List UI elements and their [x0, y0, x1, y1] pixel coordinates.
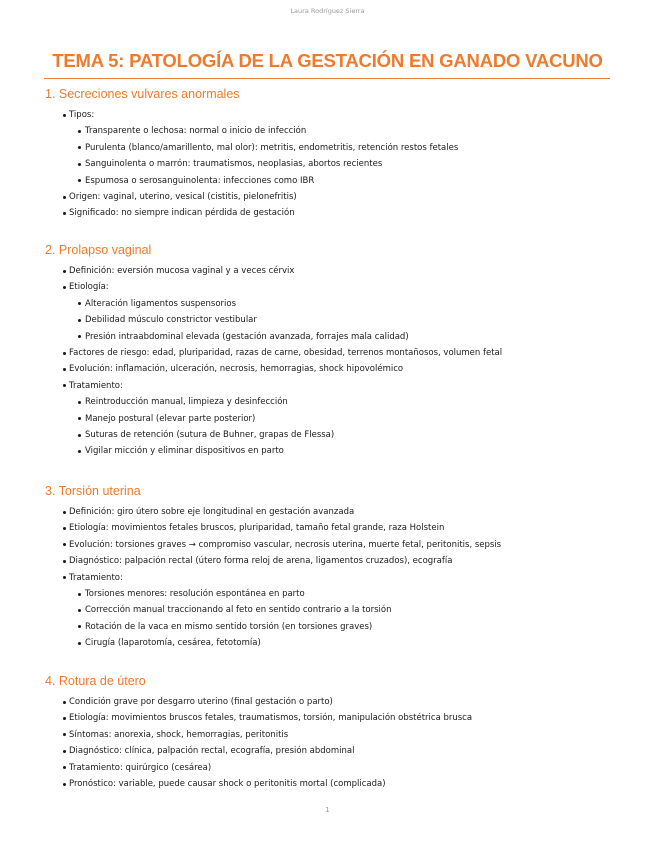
list-item: Condición grave por desgarro uterino (final gestación o parto) [45, 694, 615, 710]
section-secreciones [45, 87, 615, 222]
list-item: Suturas de retención (sutura de Buhner, grapas de Flessa) [45, 427, 615, 443]
list-item: Corrección manual traccionando al feto en sentido contrario a la torsión [45, 602, 615, 618]
list-item: Evolución: inflamación, ulceración, necrosis, hemorragias, shock hipovolémico [45, 361, 615, 377]
list-item: Definición: eversión mucosa vaginal y a veces cérvix [45, 263, 615, 279]
list-item: Tratamiento: quirúrgico (cesárea) [45, 760, 615, 776]
section-torsion [45, 484, 615, 652]
list-item: Rotación de la vaca en mismo sentido torsión (en torsiones graves) [45, 619, 615, 635]
list-item: Etiología: movimientos fetales bruscos, pluriparidad, tamaño fetal grande, raza Holstein [45, 520, 615, 536]
list-item: Diagnóstico: clínica, palpación rectal, ecografía, presión abdominal [45, 743, 615, 759]
list-item: Espumosa o serosanguinolenta: infecciones como IBR [45, 173, 615, 189]
list-item: Evolución: torsiones graves → compromiso vascular, necrosis uterina, muerte fetal, peritonitis, sepsis [45, 537, 615, 553]
list-item: Transparente o lechosa: normal o inicio de infección [45, 123, 615, 139]
section-rotura [45, 674, 615, 792]
title-divider [44, 78, 610, 79]
section-heading: 4. Rotura de útero [45, 674, 146, 688]
list-item: Purulenta (blanco/amarillento, mal olor): metritis, endometritis, retención restos fetales [45, 140, 615, 156]
list-item: Alteración ligamentos suspensorios [45, 296, 615, 312]
list-item: Manejo postural (elevar parte posterior) [45, 411, 615, 427]
list-item: Debilidad músculo constrictor vestibular [45, 312, 615, 328]
section-heading: 1. Secreciones vulvares anormales [45, 87, 240, 101]
bullet-list [45, 263, 615, 460]
list-item: Factores de riesgo: edad, pluriparidad, razas de carne, obesidad, terrenos montañosos, volumen fetal [45, 345, 615, 361]
page-title: TEMA 5: PATOLOGÍA DE LA GESTACIÓN EN GANADO VACUNO [52, 50, 603, 71]
bullet-list [45, 107, 615, 222]
list-item: Diagnóstico: palpación rectal (útero forma reloj de arena, ligamentos cruzados), ecografía [45, 553, 615, 569]
section-heading: 3. Torsión uterina [45, 484, 141, 498]
list-item: Torsiones menores: resolución espontánea en parto [45, 586, 615, 602]
section-heading: 2. Prolapso vaginal [45, 243, 152, 257]
author-name: Laura Rodríguez Sierra [290, 7, 365, 15]
list-item: Etiología: movimientos bruscos fetales, traumatismos, torsión, manipulación obstétrica brusca [45, 710, 615, 726]
bullet-list [45, 504, 615, 652]
list-item: Tratamiento: [45, 378, 615, 394]
section-prolapso [45, 243, 615, 460]
list-item: Significado: no siempre indican pérdida de gestación [45, 205, 615, 221]
list-item: Origen: vaginal, uterino, vesical (cistitis, pielonefritis) [45, 189, 615, 205]
list-item: Cirugía (laparotomía, cesárea, fetotomía) [45, 635, 615, 651]
list-item: Pronóstico: variable, puede causar shock o peritonitis mortal (complicada) [45, 776, 615, 792]
list-item: Definición: giro útero sobre eje longitudinal en gestación avanzada [45, 504, 615, 520]
list-item: Tratamiento: [45, 570, 615, 586]
bullet-list [45, 694, 615, 792]
page-number: 1 [325, 806, 330, 814]
list-item: Vigilar micción y eliminar dispositivos en parto [45, 443, 615, 459]
list-item: Etiología: [45, 279, 615, 295]
list-item: Reintroducción manual, limpieza y desinfección [45, 394, 615, 410]
list-item: Sanguinolenta o marrón: traumatismos, neoplasias, abortos recientes [45, 156, 615, 172]
list-item: Tipos: [45, 107, 615, 123]
list-item: Síntomas: anorexia, shock, hemorragias, peritonitis [45, 727, 615, 743]
list-item: Presión intraabdominal elevada (gestación avanzada, forrajes mala calidad) [45, 329, 615, 345]
